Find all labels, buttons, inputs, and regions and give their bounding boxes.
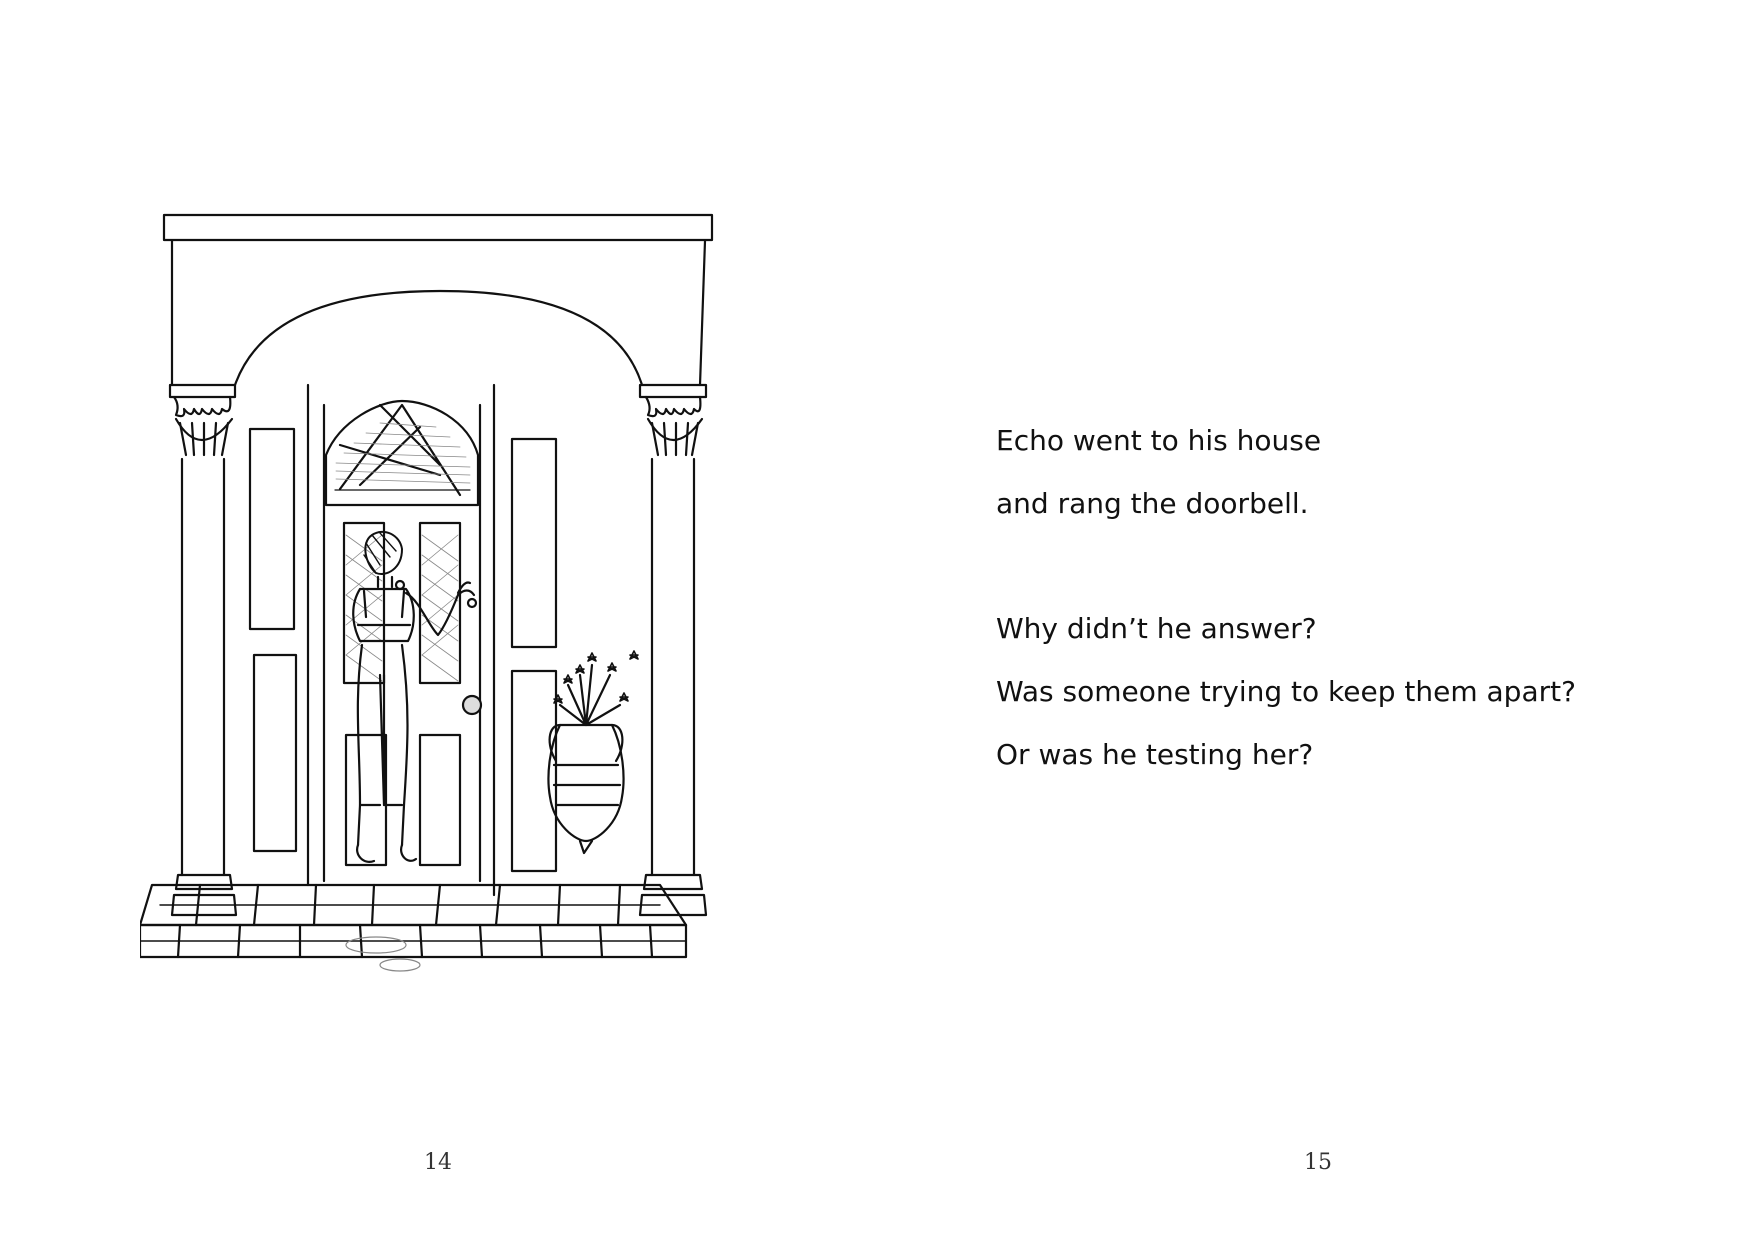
left-lower-panel bbox=[254, 655, 296, 851]
story-line: Echo went to his house bbox=[996, 424, 1322, 457]
page-number-left: 14 bbox=[424, 1150, 452, 1175]
left-upper-panel bbox=[250, 429, 294, 629]
story-text bbox=[996, 424, 1676, 801]
story-line: Why didn’t he answer? bbox=[996, 612, 1317, 645]
right-column bbox=[640, 385, 706, 915]
door-knob bbox=[463, 696, 481, 714]
fanlight-window bbox=[326, 401, 478, 505]
doorway-illustration bbox=[140, 205, 750, 1005]
story-line: Or was he testing her? bbox=[996, 738, 1314, 771]
woman-figure bbox=[353, 532, 474, 862]
front-steps bbox=[140, 885, 686, 971]
page-number-right: 15 bbox=[1304, 1150, 1332, 1175]
right-page bbox=[874, 0, 1748, 1240]
left-column bbox=[170, 385, 236, 915]
story-line: and rang the doorbell. bbox=[996, 487, 1309, 520]
doorbell bbox=[468, 599, 476, 607]
story-line: Was someone trying to keep them apart? bbox=[996, 675, 1576, 708]
right-upper-panel bbox=[512, 439, 556, 647]
vase-with-flowers bbox=[548, 651, 638, 853]
paragraph-gap bbox=[996, 550, 1676, 612]
lintel-ledge bbox=[164, 215, 712, 240]
